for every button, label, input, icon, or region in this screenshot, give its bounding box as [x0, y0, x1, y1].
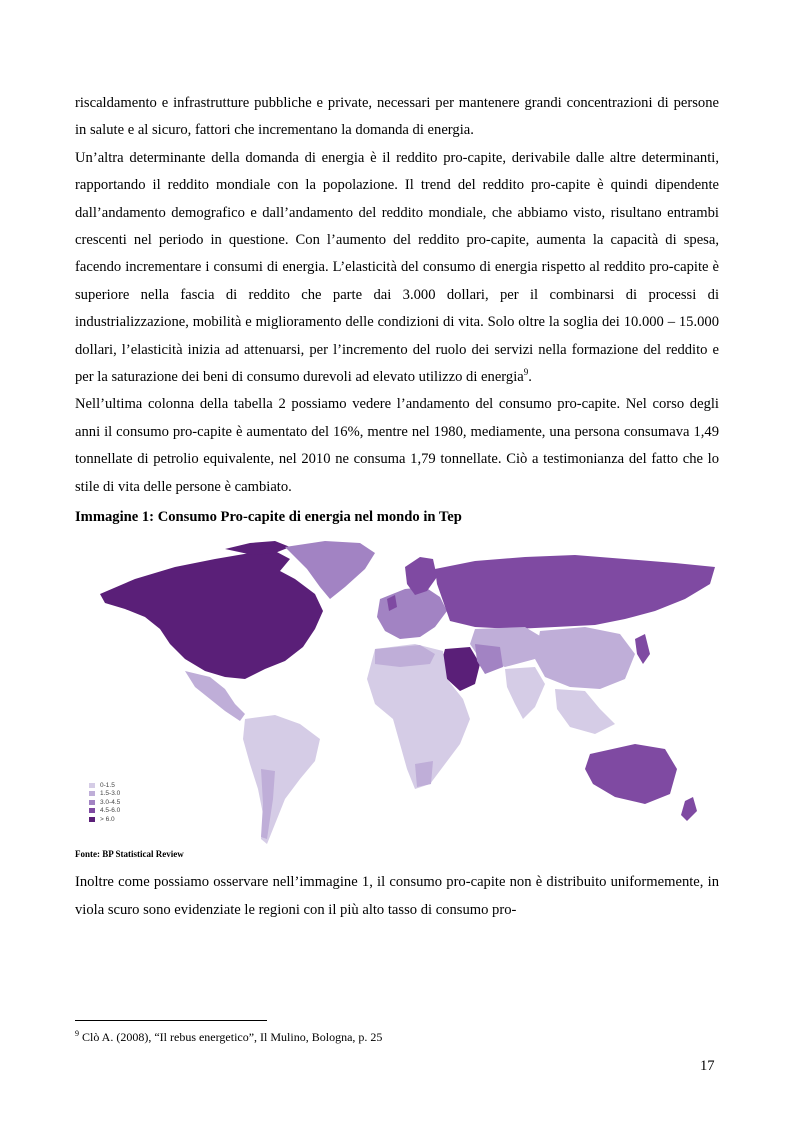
legend-row-2	[89, 798, 120, 807]
legend-row-4	[89, 815, 120, 824]
region-mexico	[185, 671, 245, 721]
region-southeast-asia	[555, 689, 615, 734]
region-south-africa	[415, 761, 433, 787]
region-iran	[475, 644, 503, 674]
footnote	[75, 1030, 382, 1045]
map-legend	[89, 781, 120, 824]
page-body	[75, 90, 719, 924]
legend-label-0: 0-1.5	[100, 781, 115, 789]
paragraph-4: Inoltre come possiamo osservare nell’immagine 1, il consumo pro-capite non è distribuito uniformemente, in viola scuro sono evidenziate le regioni con il più alto tasso di consumo pro-	[75, 874, 719, 918]
region-europe	[377, 587, 447, 639]
region-new-zealand	[681, 797, 697, 821]
paragraph-2: Un’altra determinante della domanda di energia è il reddito pro-capite, derivabile dalle altre determinanti, rapportando il reddito mondiale con la popolazione. Il trend del reddito pro-capite è quindi dipendente dall’andamento demografico e dall’andamento del reddito mondiale, che abbiamo visto, risultano entrambi crescenti nel periodo in questione. Con l’aumento del reddito pro-capite, aumenta la capacità di spesa, facendo incrementare i consumi di energia. L’elasticità del consumo di energia rispetto al reddito pro-capite è superiore nella fascia di reddito che parte dai 3.000 dollari, per il combinarsi di processi di industrializzazione, mobilità e miglioramento delle condizioni di vita. Solo oltre la soglia dei 10.000 – 15.000 dollari, l’elasticità inizia ad attenuarsi, per l’incremento del ruolo dei servizi nella formazione del reddito e per la saturazione dei beni di consumo durevoli ad elevato utilizzo di energia$^9$.	[75, 149, 719, 386]
region-north-america	[100, 551, 323, 679]
paragraph-1: riscaldamento e infrastrutture pubbliche e private, necessari per mantenere grandi concentrazioni di persone in salute e al sicuro, fattori che incrementano la domanda di energia.	[75, 95, 719, 139]
region-australia	[585, 744, 677, 804]
region-korea-japan	[635, 634, 650, 664]
legend-label-4: > 6.0	[100, 815, 115, 823]
page-number: 17	[700, 1058, 715, 1074]
legend-row-0	[89, 781, 120, 790]
region-china	[535, 627, 635, 689]
world-map	[75, 539, 719, 849]
legend-swatch-2	[89, 800, 95, 805]
paragraph-2-text: Un’altra determinante della domanda di energia è il reddito pro-capite, derivabile dalle altre determinanti, rapportando il reddito mondiale con la popolazione. Il trend del reddito pro-capite è quindi dipendente dall’andamento demografico e dall’andamento del reddito mondiale, che abbiamo visto, risultano entrambi crescenti nel periodo in questione. Con l’aumento del reddito pro-capite, aumenta la capacità di spesa, facendo incrementare i consumi di energia. L’elasticità del consumo di energia rispetto al reddito pro-capite è superiore nella fascia di reddito che parte dai 3.000 dollari, per il combinarsi di processi di industrializzazione, mobilità e miglioramento delle condizioni di vita. Solo oltre la soglia dei 10.000 – 15.000 dollari, l’elasticità inizia ad attenuarsi, per l’incremento del ruolo dei servizi nella formazione del reddito e per la saturazione dei beni di consumo durevoli ad elevato utilizzo di energia	[75, 149, 719, 386]
footnote-number: 9	[75, 1029, 79, 1038]
legend-swatch-0	[89, 783, 95, 788]
legend-label-2: 3.0-4.5	[100, 798, 121, 806]
legend-label-1: 1.5-3.0	[100, 790, 121, 798]
figure-source: Fonte: BP Statistical Review	[75, 849, 184, 860]
paragraph-3: Nell’ultima colonna della tabella 2 possiamo vedere l’andamento del consumo pro-capite. Nel corso degli anni il consumo pro-capite è aumentato del 16%, mentre nel 1980, mediamente, una persona consumava 1,49 tonnellate di petrolio equivalente, nel 2010 ne consuma 1,79 tonnellate. Ciò a testimonianza del fatto che lo stile di vita delle persone è cambiato.	[75, 396, 719, 495]
world-map-figure	[75, 539, 719, 849]
legend-swatch-1	[89, 791, 95, 796]
legend-swatch-3	[89, 808, 95, 813]
figure-caption: Immagine 1: Consumo Pro-capite di energia nel mondo in Tep	[75, 509, 462, 526]
legend-swatch-4	[89, 817, 95, 822]
legend-label-3: 4.5-6.0	[100, 807, 121, 815]
region-arctic-islands	[225, 541, 290, 555]
region-russia	[435, 555, 715, 629]
region-india	[505, 667, 545, 719]
region-south-america	[243, 715, 320, 844]
footnote-ref[interactable]: 9	[523, 367, 529, 378]
legend-row-1	[89, 790, 120, 799]
footnote-text: Clò A. (2008), “Il rebus energetico”, Il Mulino, Bologna, p. 25	[79, 1030, 383, 1044]
footnote-divider	[75, 1020, 267, 1021]
legend-row-3	[89, 807, 120, 816]
